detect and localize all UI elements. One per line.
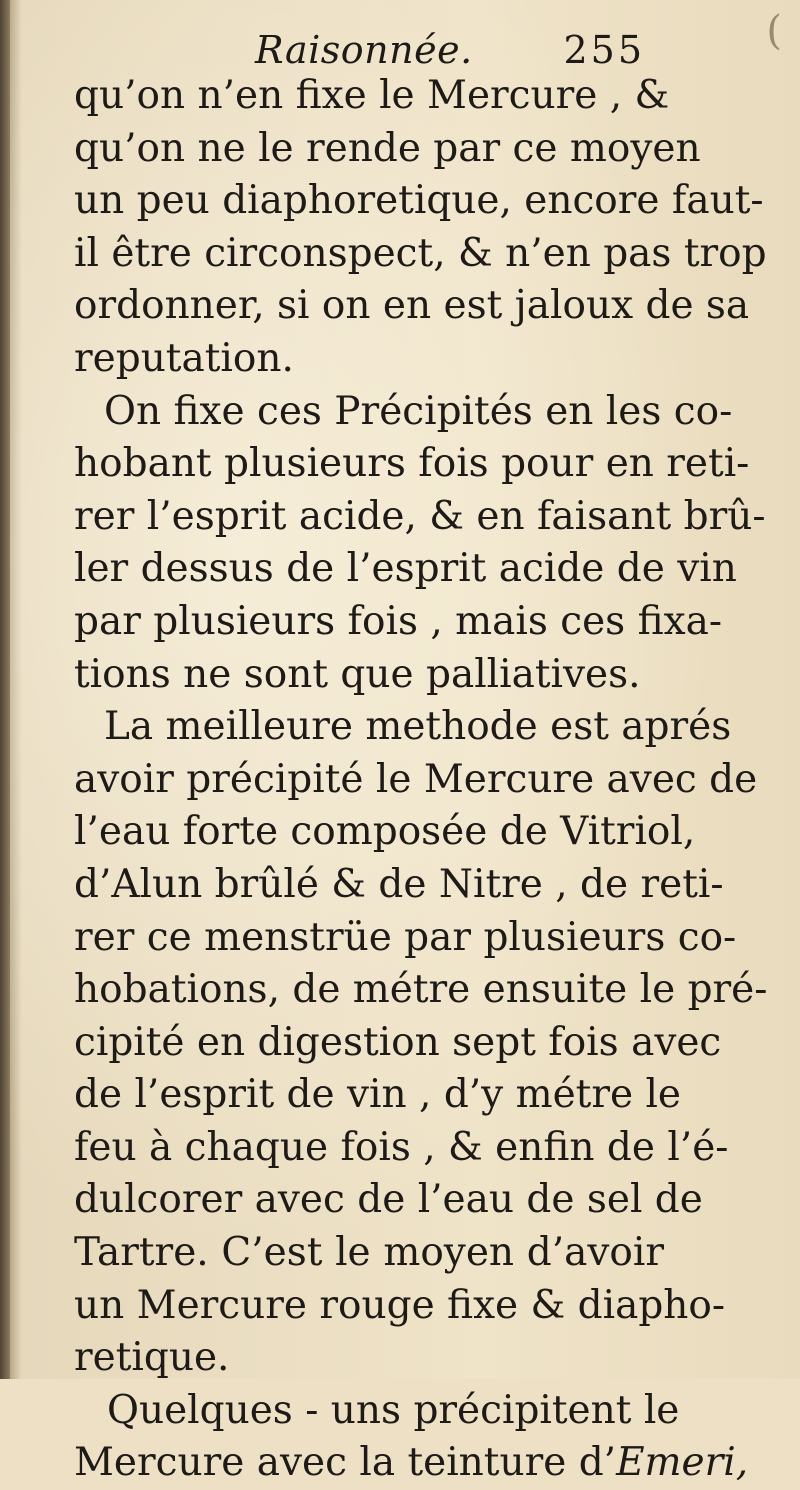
text-line: qu’on n’en fixe le Mercure , & xyxy=(74,73,670,118)
text-line: qu’on ne le rende par ce moyen xyxy=(74,125,701,171)
text-line: par plusieurs fois , mais ces fixa- xyxy=(74,598,723,644)
text-line: l’eau forte composée de Vitriol, xyxy=(74,809,696,855)
italic-word: Emeri, xyxy=(616,1440,749,1486)
book-gutter xyxy=(0,0,10,1379)
body-text xyxy=(74,70,768,1490)
text-segment: Mercure avec la teinture d’ xyxy=(74,1440,617,1486)
page-number: 255 xyxy=(563,28,645,72)
text-line: rer ce menstrüe par plusieurs co- xyxy=(74,914,737,960)
text-line: reputation. xyxy=(74,335,294,381)
text-line: de l’esprit de vin , d’y métre le xyxy=(74,1072,682,1118)
text-line: dulcorer avec de l’eau de sel de xyxy=(74,1177,703,1223)
paragraph-start-line: On fixe ces Précipités en les co- xyxy=(104,388,733,434)
paragraph-start-line: Quelques - uns précipitent le xyxy=(107,1387,680,1433)
text-line: rer l’esprit acide, & en faisant brû- xyxy=(74,493,766,539)
text-line: un peu diaphoretique, encore faut- xyxy=(74,178,764,224)
text-line: hobations, de métre ensuite le pré- xyxy=(74,967,768,1013)
text-line: feu à chaque fois , & enfin de l’é- xyxy=(74,1124,729,1170)
text-line: d’Alun brûlé & de Nitre , de reti- xyxy=(74,861,724,907)
text-line: ler dessus de l’esprit acide de vin xyxy=(74,546,737,592)
text-line: hobant plusieurs fois pour en reti- xyxy=(74,441,750,487)
text-line: cipité en digestion sept fois avec xyxy=(74,1019,722,1065)
text-line xyxy=(74,1437,749,1490)
running-title: Raisonnée. xyxy=(255,28,473,72)
text-line: tions ne sont que palliatives. xyxy=(74,651,641,697)
margin-mark: ( xyxy=(766,8,782,54)
text-line: ordonner, si on en est jaloux de sa xyxy=(74,283,750,329)
text-line: il être circonspect, & n’en pas trop xyxy=(74,230,767,276)
text-line: Tartre. C’est le moyen d’avoir xyxy=(74,1230,664,1276)
text-line: retique. xyxy=(74,1335,230,1381)
text-line: un Mercure rouge fixe & diapho- xyxy=(74,1282,726,1328)
paragraph-start-line: La meilleure methode est aprés xyxy=(104,704,732,750)
text-line: avoir précipité le Mercure avec de xyxy=(74,756,758,802)
